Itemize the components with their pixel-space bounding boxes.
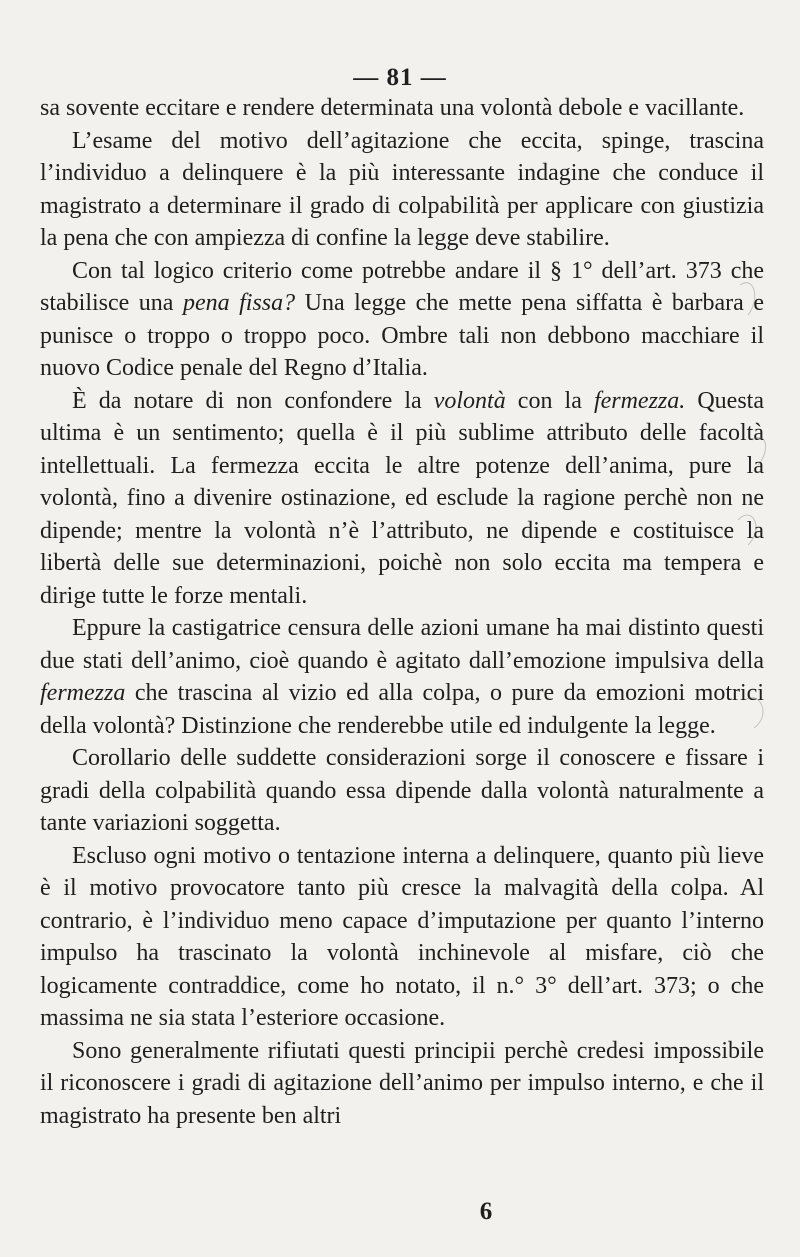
paragraph-4-after: Questa ultima è un sentimento; quella è il più sublime attributo delle facoltà intellettuali. La fermezza eccita le altre potenze dell’anima, pure la volontà, fino a divenire ostinazione, ed esclude la ragione perchè non ne dipende; mentre la volontà n’è l’attributo, ne dipende e costituisce la libertà delle sue determinazioni, poichè non solo eccita ma tempera e dirige tutte le forze mentali. — [40, 387, 764, 609]
paragraph-2-text: L’esame del motivo dell’agitazione che eccita, spinge, trascina l’individuo a delinquere è la più interessante indagine che conduce il magistrato a determinare il grado di colpabilità per applicare con giustizia la pena che con ampiezza di confine la legge deve stabilire. — [40, 127, 764, 251]
paragraph-4-italic: volontà — [433, 387, 506, 414]
paragraph-5-text: Eppure la castigatrice censura delle azioni umane ha mai distinto questi due stati dell’animo, cioè quando è agitato dall’emozione impulsiva della — [40, 615, 764, 674]
paragraph-4-text: È da notare di non confondere la — [72, 387, 434, 414]
paragraph-5 — [40, 612, 764, 742]
paragraph-3-italic: pena fissa? — [182, 290, 296, 316]
paragraph-1-text: sa sovente eccitare e rendere determinata una volontà debole e vacillante. — [40, 95, 745, 121]
page-number: — 81 — — [353, 64, 447, 91]
paragraph-7 — [40, 840, 764, 1035]
paragraph-8 — [40, 1035, 764, 1133]
paragraph-2 — [40, 125, 764, 255]
paragraph-7-text: Escluso ogni motivo o tentazione interna a delinquere, quanto più lieve è il motivo provocatore tanto più cresce la malvagità della colpa. Al contrario, è l’individuo meno capace d’imputazione per quanto l’interno impulso ha trascinato la volontà inchinevole al misfare, ciò che logicamente contraddice, come ho notato, il n.° 3° dell’art. 373; o che massima ne sia stata l’esteriore occasione. — [40, 842, 764, 1031]
paragraph-6 — [40, 742, 764, 840]
paragraph-4-middle: con la — [505, 387, 594, 414]
paragraph-6-text: Corollario delle suddette considerazioni sorge il conoscere e fissare i gradi della colpabilità quando essa dipende dalla volontà naturalmente a tante variazioni soggetta. — [40, 745, 764, 836]
paragraph-3-text: Con tal logico criterio come potrebbe andare il § 1° dell’art. 373 che stabilisce una — [40, 257, 764, 316]
paragraph-3-after: Una legge che mette pena siffatta è barbara e punisce o troppo o troppo poco. Ombre tali non debbono macchiare il nuovo Codice penale del Regno d’Italia. — [40, 290, 764, 381]
paragraph-8-text: Sono generalmente rifiutati questi principii perchè credesi impossibile il riconoscere i gradi di agitazione dell’animo per impulso interno, e che il magistrato ha presente ben altri — [40, 1037, 764, 1129]
paragraph-5-italic: fermezza — [40, 680, 126, 706]
signature-mark: 6 — [479, 1198, 493, 1225]
paragraph-4 — [40, 385, 764, 613]
paragraph-3 — [40, 255, 764, 385]
paragraph-4-italic-2: fermezza. — [593, 387, 686, 414]
paragraph-1 — [40, 92, 764, 125]
body-text — [40, 92, 764, 1132]
paragraph-5-after: che trascina al vizio ed alla colpa, o pure da emozioni motrici della volontà? Distinzione che renderebbe utile ed indulgente la legge. — [40, 680, 764, 739]
bleed-through-marks — [730, 0, 800, 1257]
